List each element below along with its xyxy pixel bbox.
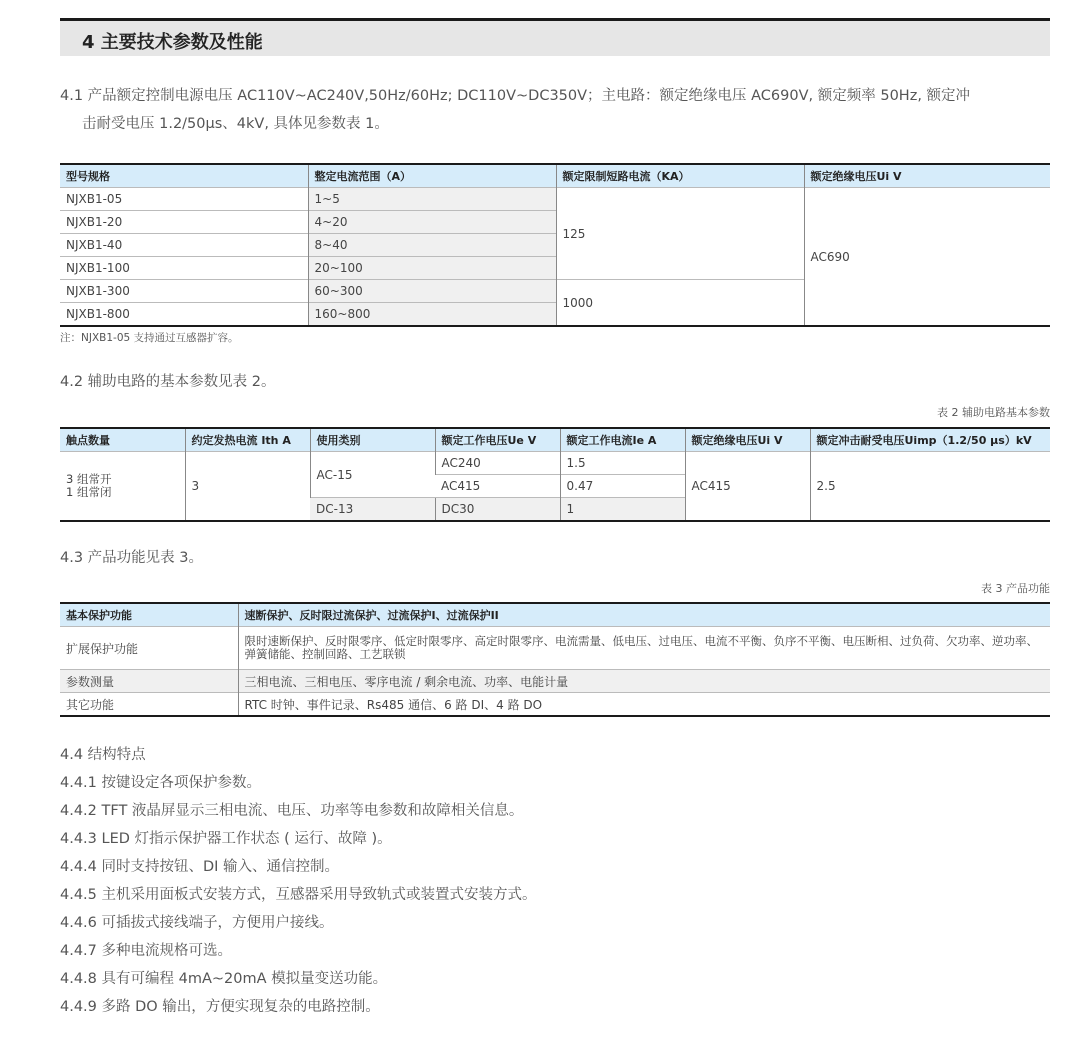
- ue-cell: AC415: [435, 475, 560, 498]
- range-cell: 20~100: [308, 257, 556, 280]
- ie-cell: 1: [560, 498, 685, 522]
- category-ac-cell: AC-15: [310, 452, 435, 498]
- table2-header-category: 使用类别: [310, 428, 435, 452]
- table3-header-label: 基本保护功能: [60, 603, 238, 627]
- function-value-cell: 限时速断保护、反时限零序、低定时限零序、高定时限零序、电流需量、低电压、过电压、电流不平衡、负序不平衡、电压断相、过负荷、欠功率、逆功率、弹簧储能、控制回路、工艺联锁: [238, 627, 1050, 670]
- list-item: 4.4.7 多种电流规格可选。: [60, 943, 233, 959]
- function-label-cell: 扩展保护功能: [60, 627, 238, 670]
- table2-header-ie: 额定工作电流Ie A: [560, 428, 685, 452]
- ue-cell: AC240: [435, 452, 560, 475]
- function-label-cell: 其它功能: [60, 693, 238, 717]
- range-cell: 4~20: [308, 211, 556, 234]
- uimp-cell: 2.5: [810, 452, 1050, 522]
- section-title: 4 主要技术参数及性能: [82, 32, 263, 53]
- function-label-cell: 参数测量: [60, 670, 238, 693]
- table1-header-range: 整定电流范围（A）: [308, 164, 556, 188]
- table2-header-ith: 约定发热电流 Ith A: [185, 428, 310, 452]
- ith-cell: 3: [185, 452, 310, 522]
- table-row: [60, 670, 1050, 693]
- table3-header-value: 速断保护、反时限过流保护、过流保护I、过流保护II: [238, 603, 1050, 627]
- table-row: [60, 693, 1050, 717]
- list-item: 4.4.3 LED 灯指示保护器工作状态 ( 运行、故障 )。: [60, 831, 392, 847]
- table-row: [60, 188, 1050, 211]
- list-item: 4.4.9 多路 DO 输出，方便实现复杂的电路控制。: [60, 999, 380, 1015]
- insulation-cell: AC690: [804, 188, 1050, 327]
- table2-header-contacts: 触点数量: [60, 428, 185, 452]
- paragraph-4-3: 4.3 产品功能见表 3。: [60, 550, 204, 566]
- contacts-line-2: 1 组常闭: [66, 485, 112, 499]
- contacts-line-1: 3 组常开: [66, 472, 112, 486]
- category-dc-cell: DC-13: [310, 498, 435, 522]
- model-cell: NJXB1-300: [60, 280, 308, 303]
- table1-header-model: 型号规格: [60, 164, 308, 188]
- list-item: 4.4.2 TFT 液晶屏显示三相电流、电压、功率等电参数和故障相关信息。: [60, 803, 524, 819]
- model-cell: NJXB1-20: [60, 211, 308, 234]
- model-cell: NJXB1-100: [60, 257, 308, 280]
- range-cell: 60~300: [308, 280, 556, 303]
- table2-header-uimp: 额定冲击耐受电压Uimp（1.2/50 μs）kV: [810, 428, 1050, 452]
- paragraph-4-2: 4.2 辅助电路的基本参数见表 2。: [60, 374, 276, 390]
- function-value-cell: RTC 时钟、事件记录、Rs485 通信、6 路 DI、4 路 DO: [238, 693, 1050, 717]
- table2-header-ui: 额定绝缘电压Ui V: [685, 428, 810, 452]
- table1-header-insulation: 额定绝缘电压Ui V: [804, 164, 1050, 188]
- range-cell: 1~5: [308, 188, 556, 211]
- paragraph-4-1-line2: 击耐受电压 1.2/50μs、4kV, 具体见参数表 1。: [82, 116, 389, 132]
- short-circuit-cell: 125: [556, 188, 804, 280]
- list-item: 4.4.4 同时支持按钮、DI 输入、通信控制。: [60, 859, 340, 875]
- function-table-3: [60, 602, 1050, 717]
- table2-header-ue: 额定工作电压Ue V: [435, 428, 560, 452]
- list-item: 4.4.8 具有可编程 4mA~20mA 模拟量变送功能。: [60, 971, 388, 987]
- range-cell: 160~800: [308, 303, 556, 327]
- range-cell: 8~40: [308, 234, 556, 257]
- ui-cell: AC415: [685, 452, 810, 522]
- ie-cell: 1.5: [560, 452, 685, 475]
- ue-cell: DC30: [435, 498, 560, 522]
- table-row: [60, 627, 1050, 670]
- section-header: [60, 18, 1050, 56]
- function-value-cell: 三相电流、三相电压、零序电流 / 剩余电流、功率、电能计量: [238, 670, 1050, 693]
- contacts-cell: [60, 452, 185, 522]
- table3-caption: 表 3 产品功能: [981, 582, 1050, 595]
- parameter-table-2: [60, 427, 1050, 522]
- section-4-4-title: 4.4 结构特点: [60, 747, 146, 763]
- parameter-table-1: [60, 163, 1050, 327]
- table2-caption: 表 2 辅助电路基本参数: [937, 406, 1050, 419]
- table-row: [60, 452, 1050, 475]
- list-item: 4.4.1 按键设定各项保护参数。: [60, 775, 262, 791]
- list-item: 4.4.5 主机采用面板式安装方式，互感器采用导致轨式或装置式安装方式。: [60, 887, 537, 903]
- table1-note: 注：NJXB1-05 支持通过互感器扩容。: [60, 332, 239, 344]
- model-cell: NJXB1-800: [60, 303, 308, 327]
- model-cell: NJXB1-40: [60, 234, 308, 257]
- short-circuit-cell: 1000: [556, 280, 804, 327]
- table1-header-short-circuit: 额定限制短路电流（KA）: [556, 164, 804, 188]
- paragraph-4-1-line1: 4.1 产品额定控制电源电压 AC110V~AC240V,50Hz/60Hz; DC110V~DC350V；主电路：额定绝缘电压 AC690V, 额定频率 50Hz, 额定冲: [60, 88, 971, 104]
- model-cell: NJXB1-05: [60, 188, 308, 211]
- ie-cell: 0.47: [560, 475, 685, 498]
- list-item: 4.4.6 可插拔式接线端子，方便用户接线。: [60, 915, 334, 931]
